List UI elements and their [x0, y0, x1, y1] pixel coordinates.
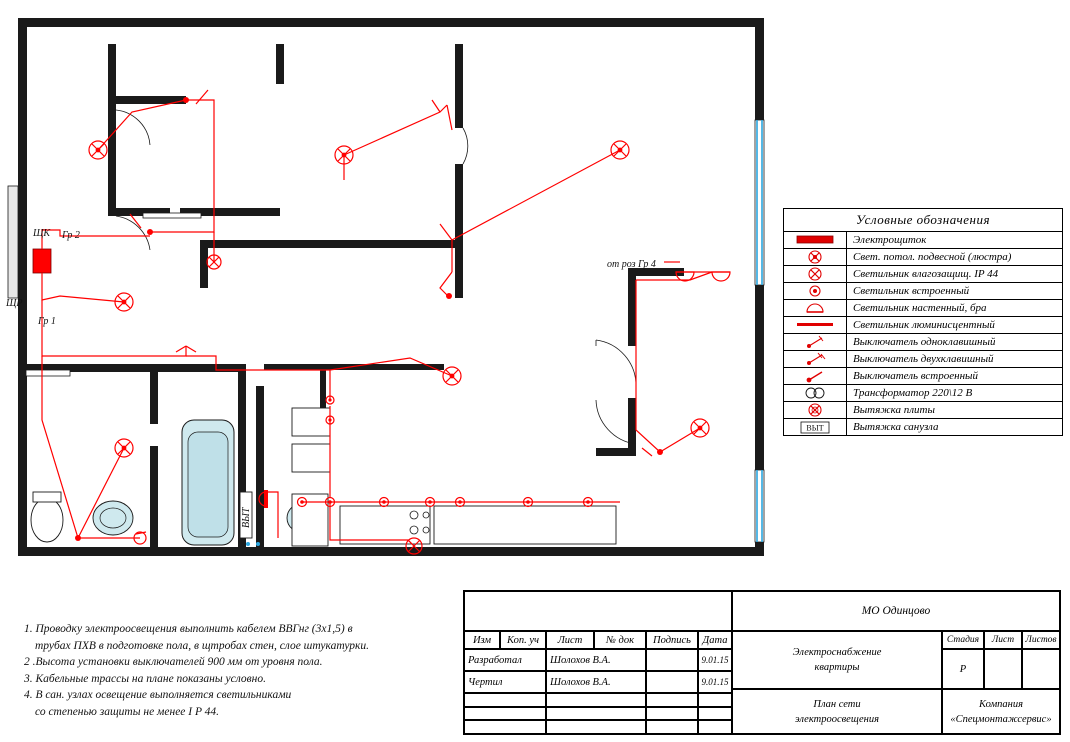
- legend-row: [784, 402, 1062, 419]
- stamp-empty-date-5: [698, 720, 732, 734]
- project-name: [732, 631, 942, 689]
- legend-row: [784, 249, 1062, 266]
- company-line-2: «Спецмонтажсервис»: [950, 713, 1052, 725]
- legend-row: [784, 232, 1062, 249]
- stamp-col-doc: № док: [594, 631, 646, 649]
- stamp-date-2: 9.01.15: [698, 671, 732, 693]
- electrical-panel-symbol: [33, 249, 51, 273]
- stamp-empty-name-5: [546, 720, 646, 734]
- note-line: 1. Проводку электроосвещения выполнить кабелем ВВГнг (3х1,5) в: [24, 623, 353, 635]
- legend-label: Светильник люминисцентный: [853, 319, 995, 331]
- object-name: МО Одинцово: [732, 591, 1060, 631]
- moisture-proof-luminaire-icon: [784, 266, 847, 282]
- label-group2: Гр 2: [62, 230, 80, 241]
- stamp-col-list: Лист: [546, 631, 594, 649]
- legend-row: [784, 283, 1062, 300]
- legend-row: [784, 266, 1062, 283]
- stamp-empty-date-3: [698, 693, 732, 707]
- legend-row: [784, 419, 1062, 435]
- pendant-luminaire-icon: [784, 249, 847, 265]
- note-line: со степенью защиты не менее I P 44.: [35, 705, 220, 718]
- drawing-name: [732, 689, 942, 734]
- project-line-1: Электроснабжение: [792, 647, 882, 658]
- stage-header: Стадия: [942, 631, 984, 649]
- wall-sconce-icon: [784, 300, 847, 316]
- legend-label: Выключатель одноклавишный: [853, 336, 996, 348]
- stamp-sign-2: [646, 671, 698, 693]
- sheet-header: Лист: [984, 631, 1022, 649]
- stage-value: Р: [942, 649, 984, 689]
- panel-bar-icon: [784, 232, 847, 248]
- svg-text:ВЫТ: ВЫТ: [806, 423, 824, 433]
- recessed-luminaire-icon: [784, 283, 847, 299]
- stamp-blank-top: [464, 591, 732, 631]
- legend-row: [784, 351, 1062, 368]
- legend-label: Выключатель встроенный: [853, 370, 978, 382]
- legend-row: [784, 317, 1062, 334]
- stamp-name-1: Шолохов В.А.: [546, 649, 646, 671]
- transformer-icon: [784, 385, 847, 401]
- sheets-value: [1022, 649, 1060, 689]
- label-shr: ЩР: [6, 298, 23, 309]
- legend-label: Вытяжка плиты: [853, 404, 935, 416]
- legend-label: Свет. потол. подвесной (люстра): [853, 251, 1012, 263]
- svg-text:ВЫТ: ВЫТ: [241, 507, 252, 528]
- legend-label: Трансформатор 220\12 В: [853, 387, 973, 399]
- legend-row: [784, 300, 1062, 317]
- label-shk: ЩК: [33, 228, 51, 239]
- stamp-empty-date-4: [698, 707, 732, 720]
- bathroom-fan-icon: [784, 419, 847, 435]
- double-switch-icon: [784, 351, 847, 367]
- recessed-switch-icon: [784, 368, 847, 384]
- company-line-1: Компания: [979, 698, 1023, 710]
- legend-row: [784, 334, 1062, 351]
- stamp-empty-name-3: [546, 693, 646, 707]
- stamp-role-2: Чертил: [464, 671, 546, 693]
- stamp-empty-sign-5: [646, 720, 698, 734]
- legend-row: [784, 368, 1062, 385]
- stamp-empty-role-3: [464, 693, 546, 707]
- company-name: [942, 689, 1060, 734]
- legend-row: [784, 385, 1062, 402]
- door-swings: [116, 110, 636, 444]
- note-line: 2 .Высота установки выключателей 900 мм от уровня пола.: [24, 656, 323, 668]
- note-line: 4. В сан. узлах освещение выполняется светильниками: [24, 689, 292, 701]
- stamp-col-sign: Подпись: [646, 631, 698, 649]
- note-line: трубах ПХВ в подготовке пола, в щтробах стен, слое штукатурки.: [35, 639, 370, 652]
- walls-group: [8, 18, 764, 556]
- wiring-layer: [33, 90, 730, 554]
- legend-label: Светильник встроенный: [853, 285, 970, 297]
- sheets-header: Листов: [1022, 631, 1060, 649]
- note-line: 3. Кабельные трассы на плане показаны условно.: [24, 672, 266, 685]
- stamp-empty-sign-4: [646, 707, 698, 720]
- stamp-role-1: Разработал: [464, 649, 546, 671]
- stamp-col-date: Дата: [698, 631, 732, 649]
- stamp-sign-1: [646, 649, 698, 671]
- sheet-value: [984, 649, 1022, 689]
- stamp-empty-name-4: [546, 707, 646, 720]
- drawing-line-1: План сети: [813, 698, 861, 710]
- general-notes: [24, 622, 464, 721]
- drawing-line-2: электроосвещения: [794, 713, 880, 725]
- legend-panel: [783, 208, 1063, 436]
- stamp-name-2: Шолохов В.А.: [546, 671, 646, 693]
- legend-label: Вытяжка санузла: [853, 421, 939, 433]
- stamp-empty-sign-3: [646, 693, 698, 707]
- legend-label: Светильник влагозащищ. IP 44: [853, 268, 999, 280]
- fluorescent-luminaire-icon: [784, 317, 847, 333]
- stamp-date-1: 9.01.15: [698, 649, 732, 671]
- single-switch-icon: [784, 334, 847, 350]
- legend-label: Выключатель двухклавишный: [853, 353, 994, 365]
- stamp-empty-role-4: [464, 707, 546, 720]
- stamp-empty-role-5: [464, 720, 546, 734]
- legend-title: Условные обозначения: [784, 209, 1062, 232]
- project-line-2: квартиры: [814, 662, 860, 673]
- label-from-sockets-gr4: от роз Гр 4: [607, 259, 656, 270]
- legend-label: Электрощиток: [853, 234, 927, 246]
- label-group1: Гр 1: [38, 316, 56, 327]
- title-block: [463, 590, 1061, 735]
- cooker-hood-icon: [784, 402, 847, 418]
- legend-label: Светильник настенный, бра: [853, 302, 987, 314]
- stamp-col-izm: Изм: [464, 631, 500, 649]
- stamp-col-kop: Коп. уч: [500, 631, 546, 649]
